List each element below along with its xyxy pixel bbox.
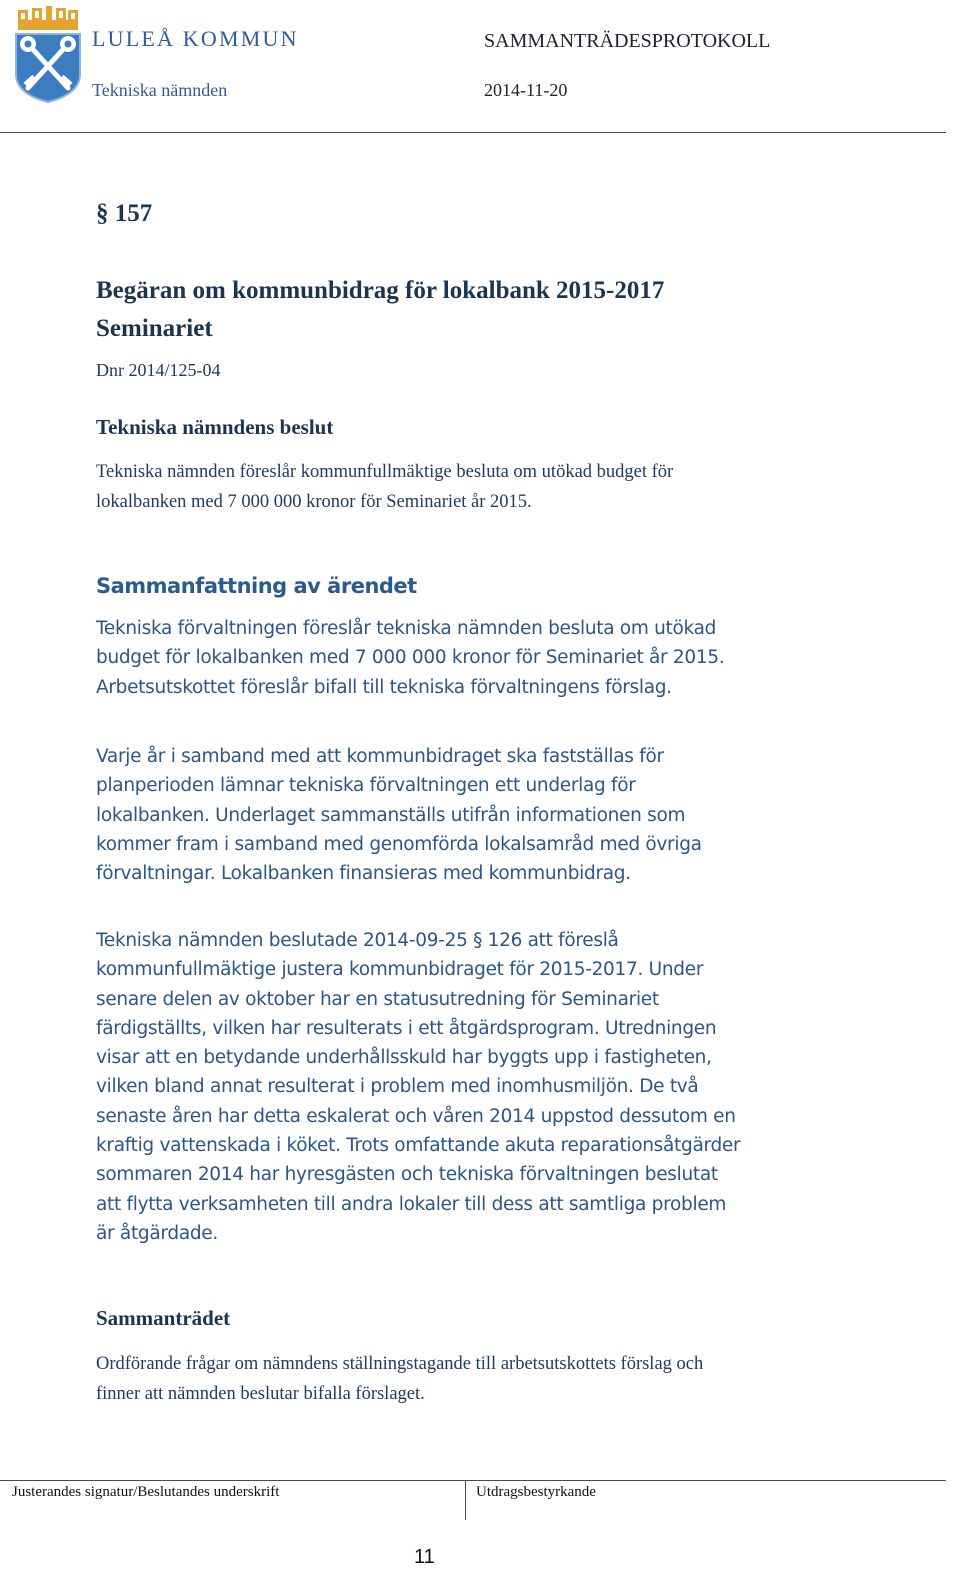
decision-paragraph: Tekniska nämnden föreslår kommunfullmäktige besluta om utökad budget för lokalbanken med 7 000 000 kronor för Seminariet år 2015. [96,462,674,512]
meeting-paragraph: Ordförande frågar om nämndens ställningstagande till arbetsutskottets förslag och finner att nämnden beslutar bifalla förslaget. [96,1354,704,1404]
summary-paragraph: Tekniska förvaltningen föreslår tekniska nämnden besluta om utökad budget för lokalbanken med 7 000 000 kronor för Seminariet år 2015. Arbetsutskottet föreslår bifall till tekniska förvaltningens förslag. [96,618,725,698]
signature-label: Justerandes signatur/Beslutandes underskrift [12,1484,280,1500]
document-type: SAMMANTRÄDESPROTOKOLL [484,30,771,52]
extract-certification-label: Utdragsbestyrkande [476,1484,596,1500]
luleå-coat-of-arms-icon [12,6,84,104]
page-number: 11 [414,1546,435,1568]
summary-paragraph: Varje år i samband med att kommunbidraget ska fastställas för planperioden lämnar tekniska förvaltningen ett underlag för lokalbanken. Underlaget sammanställs utifrån informationen som kommer fram i samband med genomförda lokalsamråd med övriga förvaltningar. Lokalbanken finansieras med kommunbidrag. [96,746,702,885]
organization-name: LULEÅ KOMMUN [92,26,299,51]
footer-column-divider [465,1480,466,1520]
page-title: Begäran om kommunbidrag för lokalbank 2015-2017 Seminariet [96,277,665,342]
footer-divider [0,1480,946,1481]
meeting-heading: Sammanträdet [96,1306,231,1330]
reference-number: Dnr 2014/125-04 [96,360,221,380]
summary-heading: Sammanfattning av ärendet [96,574,417,598]
section-number: § 157 [96,200,153,227]
board-name: Tekniska nämnden [92,80,228,100]
decision-heading: Tekniska nämndens beslut [96,415,334,439]
summary-paragraph: Tekniska nämnden beslutade 2014-09-25 § 126 att föreslå kommunfullmäktige justera kommunbidraget för 2015-2017. Under senare delen av oktober har en statusutredning för Seminariet färdigställts, vilken har resulterats i ett åtgärdsprogram. Utredningen visar att en betydande underhållsskuld har byggts upp i fastigheten, vilken bland annat resulterat i problem med inomhusmiljön. De två senaste åren har detta eskalerat och våren 2014 uppstod dessutom en kraftig vattenskada i köket. Trots omfattande akuta reparationsåtgärder sommaren 2014 har hyresgästen och tekniska förvaltningen beslutat att flytta verksamheten till andra lokaler till dess att samtliga problem är åtgärdade. [96,930,741,1244]
document-date: 2014-11-20 [484,80,568,100]
header-divider [0,132,946,133]
